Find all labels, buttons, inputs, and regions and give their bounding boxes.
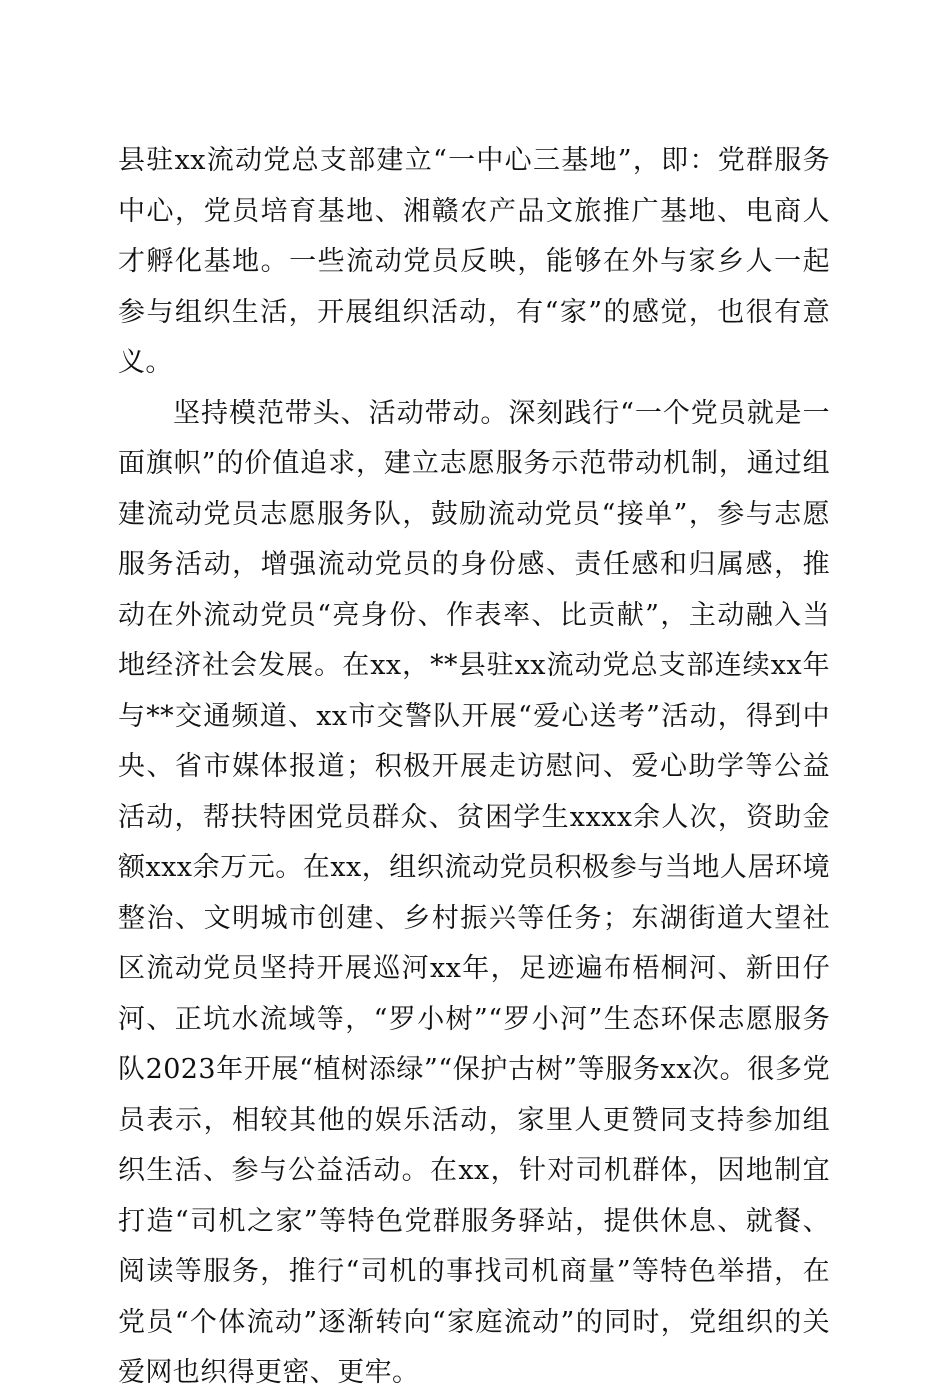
document-body — [118, 136, 830, 1399]
paragraph-continued: 县驻xx流动党总支部建立“一中心三基地”，即：党群服务中心，党员培育基地、湘赣农产品文旅推广基地、电商人才孵化基地。一些流动党员反映，能够在外与家乡人一起参与组织生活，开展组织活动，有“家”的感觉，也很有意义。 — [118, 145, 830, 378]
paragraph-model-leadership: 坚持模范带头、活动带动。深刻践行“一个党员就是一面旗帜”的价值追求，建立志愿服务示范带动机制，通过组建流动党员志愿服务队，鼓励流动党员“接单”，参与志愿服务活动，增强流动党员的身份感、责任感和归属感，推动在外流动党员“亮身份、作表率、比贡献”，主动融入当地经济社会发展。在xx，**县驻xx流动党总支部连续xx年与**交通频道、xx市交警队开展“爱心送考”活动，得到中央、省市媒体报道；积极开展走访慰问、爱心助学等公益活动，帮扶特困党员群众、贫困学生xxxx余人次，资助金额xxx余万元。在xx，组织流动党员积极参与当地人居环境整治、文明城市创建、乡村振兴等任务；东湖街道大望社区流动党员坚持开展巡河xx年，足迹遍布梧桐河、新田仔河、正坑水流域等，“罗小树”“罗小河”生态环保志愿服务队2023年开展“植树添绿”“保护古树”等服务xx次。很多党员表示，相较其他的娱乐活动，家里人更赞同支持参加组织生活、参与公益活动。在xx，针对司机群体，因地制宜打造“司机之家”等特色党群服务驿站，提供休息、就餐、阅读等服务，推行“司机的事找司机商量”等特色举措，在党员“个体流动”逐渐转向“家庭流动”的同时，党组织的关爱网也织得更密、更牢。 — [118, 397, 830, 1388]
